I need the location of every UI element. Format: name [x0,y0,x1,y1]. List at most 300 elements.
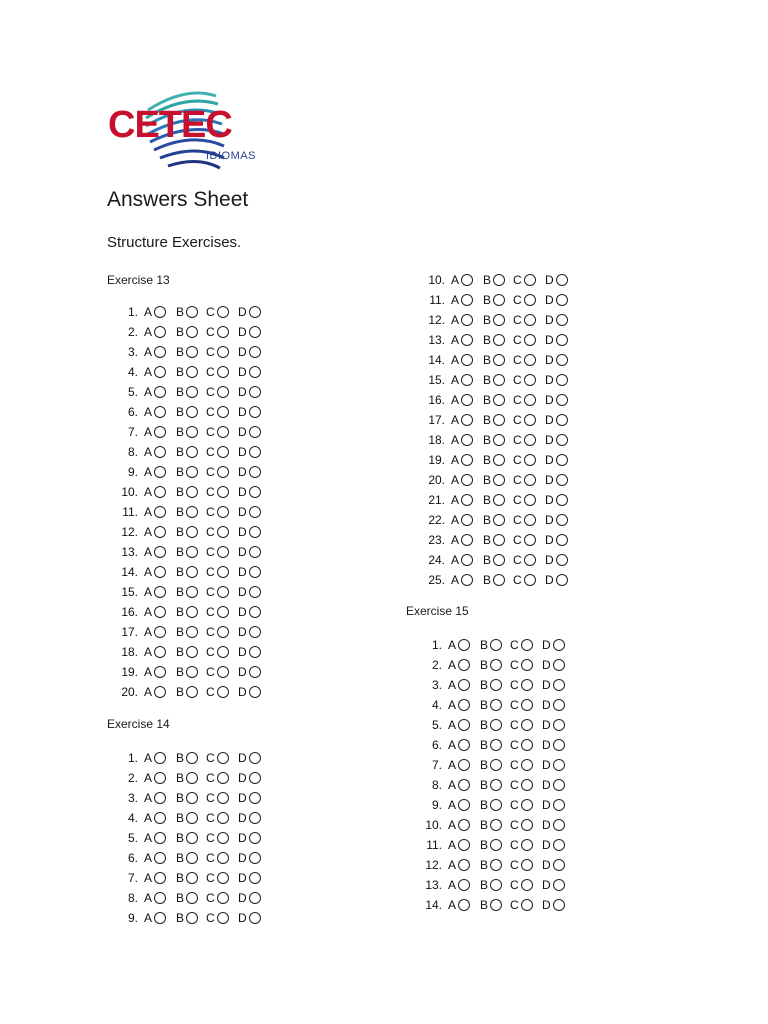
option-c[interactable] [206,808,229,828]
answer-bubble-icon[interactable] [461,554,473,566]
option-d[interactable] [238,542,261,562]
answer-bubble-icon[interactable] [458,739,470,751]
option-b[interactable] [176,422,198,442]
option-b[interactable] [176,662,198,682]
option-d[interactable] [545,370,568,390]
option-d[interactable] [545,510,568,530]
option-b[interactable] [176,342,198,362]
answer-bubble-icon[interactable] [217,772,229,784]
option-b[interactable] [483,430,505,450]
option-a[interactable] [451,270,473,290]
option-a[interactable] [448,755,470,775]
option-b[interactable] [483,470,505,490]
answer-bubble-icon[interactable] [186,912,198,924]
answer-bubble-icon[interactable] [553,819,565,831]
answer-bubble-icon[interactable] [521,699,533,711]
option-c[interactable] [510,735,533,755]
answer-bubble-icon[interactable] [186,666,198,678]
answer-bubble-icon[interactable] [186,346,198,358]
answer-bubble-icon[interactable] [186,506,198,518]
option-d[interactable] [238,562,261,582]
option-b[interactable] [480,895,502,915]
option-c[interactable] [513,290,536,310]
answer-bubble-icon[interactable] [186,426,198,438]
option-d[interactable] [542,775,565,795]
answer-bubble-icon[interactable] [249,326,261,338]
option-c[interactable] [510,795,533,815]
option-b[interactable] [480,755,502,775]
option-b[interactable] [176,542,198,562]
option-b[interactable] [480,675,502,695]
answer-bubble-icon[interactable] [217,686,229,698]
option-d[interactable] [238,302,261,322]
answer-bubble-icon[interactable] [461,314,473,326]
option-b[interactable] [480,715,502,735]
option-c[interactable] [206,542,229,562]
answer-bubble-icon[interactable] [249,892,261,904]
option-b[interactable] [483,370,505,390]
answer-bubble-icon[interactable] [186,406,198,418]
option-b[interactable] [483,530,505,550]
answer-bubble-icon[interactable] [186,626,198,638]
option-b[interactable] [176,562,198,582]
answer-bubble-icon[interactable] [553,899,565,911]
option-a[interactable] [144,502,166,522]
answer-bubble-icon[interactable] [217,792,229,804]
answer-bubble-icon[interactable] [493,394,505,406]
answer-bubble-icon[interactable] [521,899,533,911]
answer-bubble-icon[interactable] [458,679,470,691]
answer-bubble-icon[interactable] [154,526,166,538]
option-a[interactable] [144,808,166,828]
option-b[interactable] [176,402,198,422]
option-a[interactable] [144,748,166,768]
answer-bubble-icon[interactable] [490,639,502,651]
option-c[interactable] [513,270,536,290]
answer-bubble-icon[interactable] [249,406,261,418]
answer-bubble-icon[interactable] [154,626,166,638]
option-a[interactable] [144,462,166,482]
answer-bubble-icon[interactable] [461,294,473,306]
answer-bubble-icon[interactable] [556,454,568,466]
answer-bubble-icon[interactable] [249,566,261,578]
option-b[interactable] [480,735,502,755]
answer-bubble-icon[interactable] [490,679,502,691]
answer-bubble-icon[interactable] [217,426,229,438]
answer-bubble-icon[interactable] [217,566,229,578]
answer-bubble-icon[interactable] [524,514,536,526]
answer-bubble-icon[interactable] [154,666,166,678]
answer-bubble-icon[interactable] [556,274,568,286]
option-a[interactable] [451,430,473,450]
option-b[interactable] [176,442,198,462]
answer-bubble-icon[interactable] [458,699,470,711]
answer-bubble-icon[interactable] [249,646,261,658]
option-b[interactable] [483,350,505,370]
answer-bubble-icon[interactable] [553,739,565,751]
answer-bubble-icon[interactable] [524,574,536,586]
option-c[interactable] [206,848,229,868]
answer-bubble-icon[interactable] [556,494,568,506]
option-a[interactable] [448,695,470,715]
option-a[interactable] [448,675,470,695]
answer-bubble-icon[interactable] [154,506,166,518]
answer-bubble-icon[interactable] [249,506,261,518]
answer-bubble-icon[interactable] [556,574,568,586]
answer-bubble-icon[interactable] [493,294,505,306]
answer-bubble-icon[interactable] [461,454,473,466]
option-d[interactable] [545,330,568,350]
option-c[interactable] [510,675,533,695]
option-d[interactable] [542,835,565,855]
answer-bubble-icon[interactable] [186,792,198,804]
answer-bubble-icon[interactable] [521,859,533,871]
option-a[interactable] [144,848,166,868]
answer-bubble-icon[interactable] [521,879,533,891]
answer-bubble-icon[interactable] [186,546,198,558]
option-d[interactable] [238,622,261,642]
option-b[interactable] [483,570,505,590]
answer-bubble-icon[interactable] [249,626,261,638]
answer-bubble-icon[interactable] [493,454,505,466]
option-c[interactable] [513,530,536,550]
option-b[interactable] [483,390,505,410]
answer-bubble-icon[interactable] [154,426,166,438]
option-d[interactable] [238,482,261,502]
option-a[interactable] [451,330,473,350]
option-a[interactable] [451,450,473,470]
answer-bubble-icon[interactable] [493,474,505,486]
option-b[interactable] [480,635,502,655]
answer-bubble-icon[interactable] [490,739,502,751]
answer-bubble-icon[interactable] [249,772,261,784]
answer-bubble-icon[interactable] [186,752,198,764]
option-d[interactable] [238,422,261,442]
answer-bubble-icon[interactable] [154,406,166,418]
answer-bubble-icon[interactable] [553,639,565,651]
answer-bubble-icon[interactable] [458,719,470,731]
option-c[interactable] [206,482,229,502]
answer-bubble-icon[interactable] [556,434,568,446]
answer-bubble-icon[interactable] [186,812,198,824]
option-b[interactable] [483,410,505,430]
option-a[interactable] [448,715,470,735]
option-d[interactable] [238,502,261,522]
answer-bubble-icon[interactable] [154,606,166,618]
answer-bubble-icon[interactable] [249,872,261,884]
answer-bubble-icon[interactable] [524,494,536,506]
answer-bubble-icon[interactable] [490,779,502,791]
answer-bubble-icon[interactable] [461,514,473,526]
answer-bubble-icon[interactable] [461,494,473,506]
option-d[interactable] [238,682,261,702]
option-d[interactable] [545,550,568,570]
option-c[interactable] [513,330,536,350]
option-c[interactable] [206,422,229,442]
option-b[interactable] [176,362,198,382]
answer-bubble-icon[interactable] [154,852,166,864]
option-b[interactable] [483,270,505,290]
answer-bubble-icon[interactable] [249,386,261,398]
option-b[interactable] [480,815,502,835]
option-c[interactable] [206,662,229,682]
answer-bubble-icon[interactable] [217,872,229,884]
answer-bubble-icon[interactable] [490,759,502,771]
answer-bubble-icon[interactable] [524,274,536,286]
option-d[interactable] [545,290,568,310]
option-d[interactable] [238,362,261,382]
answer-bubble-icon[interactable] [249,446,261,458]
option-b[interactable] [480,775,502,795]
answer-bubble-icon[interactable] [217,912,229,924]
answer-bubble-icon[interactable] [461,434,473,446]
answer-bubble-icon[interactable] [217,406,229,418]
answer-bubble-icon[interactable] [490,819,502,831]
answer-bubble-icon[interactable] [461,394,473,406]
option-b[interactable] [176,748,198,768]
option-b[interactable] [480,655,502,675]
option-b[interactable] [176,848,198,868]
answer-bubble-icon[interactable] [186,566,198,578]
answer-bubble-icon[interactable] [490,899,502,911]
option-d[interactable] [238,868,261,888]
answer-bubble-icon[interactable] [556,534,568,546]
option-b[interactable] [483,510,505,530]
option-b[interactable] [480,835,502,855]
option-c[interactable] [206,908,229,928]
answer-bubble-icon[interactable] [154,686,166,698]
answer-bubble-icon[interactable] [461,414,473,426]
option-c[interactable] [206,462,229,482]
answer-bubble-icon[interactable] [154,912,166,924]
answer-bubble-icon[interactable] [217,832,229,844]
option-d[interactable] [238,322,261,342]
answer-bubble-icon[interactable] [154,646,166,658]
option-d[interactable] [545,490,568,510]
answer-bubble-icon[interactable] [217,306,229,318]
answer-bubble-icon[interactable] [521,659,533,671]
answer-bubble-icon[interactable] [490,879,502,891]
answer-bubble-icon[interactable] [186,872,198,884]
answer-bubble-icon[interactable] [186,306,198,318]
option-c[interactable] [206,582,229,602]
answer-bubble-icon[interactable] [217,386,229,398]
answer-bubble-icon[interactable] [217,486,229,498]
answer-bubble-icon[interactable] [524,474,536,486]
answer-bubble-icon[interactable] [217,626,229,638]
answer-bubble-icon[interactable] [493,514,505,526]
option-d[interactable] [238,442,261,462]
answer-bubble-icon[interactable] [556,374,568,386]
answer-bubble-icon[interactable] [521,779,533,791]
option-c[interactable] [513,390,536,410]
answer-bubble-icon[interactable] [493,574,505,586]
answer-bubble-icon[interactable] [521,799,533,811]
option-a[interactable] [144,768,166,788]
option-b[interactable] [480,875,502,895]
answer-bubble-icon[interactable] [154,832,166,844]
answer-bubble-icon[interactable] [553,799,565,811]
option-a[interactable] [448,815,470,835]
option-b[interactable] [483,550,505,570]
answer-bubble-icon[interactable] [553,699,565,711]
answer-bubble-icon[interactable] [524,354,536,366]
answer-bubble-icon[interactable] [249,792,261,804]
answer-bubble-icon[interactable] [217,666,229,678]
option-a[interactable] [144,682,166,702]
answer-bubble-icon[interactable] [521,739,533,751]
option-a[interactable] [448,775,470,795]
option-a[interactable] [144,582,166,602]
answer-bubble-icon[interactable] [524,394,536,406]
answer-bubble-icon[interactable] [249,812,261,824]
answer-bubble-icon[interactable] [154,792,166,804]
answer-bubble-icon[interactable] [217,366,229,378]
option-c[interactable] [206,602,229,622]
answer-bubble-icon[interactable] [553,679,565,691]
option-c[interactable] [206,788,229,808]
option-c[interactable] [510,655,533,675]
answer-bubble-icon[interactable] [556,514,568,526]
answer-bubble-icon[interactable] [154,346,166,358]
option-a[interactable] [144,362,166,382]
option-c[interactable] [206,748,229,768]
option-b[interactable] [176,322,198,342]
option-d[interactable] [545,450,568,470]
answer-bubble-icon[interactable] [461,474,473,486]
option-d[interactable] [238,462,261,482]
answer-bubble-icon[interactable] [186,486,198,498]
answer-bubble-icon[interactable] [186,772,198,784]
option-c[interactable] [513,450,536,470]
answer-bubble-icon[interactable] [556,554,568,566]
option-b[interactable] [176,642,198,662]
option-d[interactable] [238,522,261,542]
answer-bubble-icon[interactable] [490,839,502,851]
answer-bubble-icon[interactable] [521,759,533,771]
option-c[interactable] [513,470,536,490]
option-b[interactable] [483,310,505,330]
answer-bubble-icon[interactable] [154,872,166,884]
answer-bubble-icon[interactable] [154,586,166,598]
answer-bubble-icon[interactable] [217,446,229,458]
option-c[interactable] [513,350,536,370]
option-a[interactable] [448,835,470,855]
answer-bubble-icon[interactable] [461,354,473,366]
answer-bubble-icon[interactable] [249,586,261,598]
answer-bubble-icon[interactable] [217,326,229,338]
answer-bubble-icon[interactable] [458,859,470,871]
option-a[interactable] [144,402,166,422]
answer-bubble-icon[interactable] [524,314,536,326]
option-a[interactable] [451,530,473,550]
answer-bubble-icon[interactable] [249,912,261,924]
answer-bubble-icon[interactable] [521,719,533,731]
answer-bubble-icon[interactable] [493,414,505,426]
answer-bubble-icon[interactable] [524,534,536,546]
option-a[interactable] [144,382,166,402]
option-d[interactable] [238,768,261,788]
answer-bubble-icon[interactable] [461,574,473,586]
answer-bubble-icon[interactable] [556,294,568,306]
option-c[interactable] [510,755,533,775]
answer-bubble-icon[interactable] [154,446,166,458]
option-d[interactable] [545,530,568,550]
option-d[interactable] [542,815,565,835]
answer-bubble-icon[interactable] [490,799,502,811]
answer-bubble-icon[interactable] [186,646,198,658]
answer-bubble-icon[interactable] [217,586,229,598]
option-c[interactable] [510,635,533,655]
option-d[interactable] [238,402,261,422]
answer-bubble-icon[interactable] [458,899,470,911]
answer-bubble-icon[interactable] [461,334,473,346]
answer-bubble-icon[interactable] [186,586,198,598]
answer-bubble-icon[interactable] [249,546,261,558]
option-a[interactable] [448,655,470,675]
answer-bubble-icon[interactable] [524,454,536,466]
option-a[interactable] [451,390,473,410]
option-c[interactable] [510,835,533,855]
answer-bubble-icon[interactable] [524,414,536,426]
option-c[interactable] [206,402,229,422]
option-b[interactable] [176,828,198,848]
option-d[interactable] [238,808,261,828]
option-c[interactable] [206,682,229,702]
answer-bubble-icon[interactable] [524,334,536,346]
option-b[interactable] [176,908,198,928]
answer-bubble-icon[interactable] [490,659,502,671]
answer-bubble-icon[interactable] [249,486,261,498]
answer-bubble-icon[interactable] [553,879,565,891]
option-b[interactable] [176,462,198,482]
answer-bubble-icon[interactable] [249,366,261,378]
option-d[interactable] [542,755,565,775]
option-b[interactable] [480,695,502,715]
option-a[interactable] [451,550,473,570]
option-a[interactable] [144,342,166,362]
option-d[interactable] [542,655,565,675]
answer-bubble-icon[interactable] [493,274,505,286]
answer-bubble-icon[interactable] [556,354,568,366]
answer-bubble-icon[interactable] [458,799,470,811]
answer-bubble-icon[interactable] [458,759,470,771]
answer-bubble-icon[interactable] [186,326,198,338]
option-b[interactable] [176,868,198,888]
option-b[interactable] [176,502,198,522]
option-a[interactable] [144,788,166,808]
option-a[interactable] [448,795,470,815]
option-d[interactable] [238,342,261,362]
option-d[interactable] [542,695,565,715]
answer-bubble-icon[interactable] [553,839,565,851]
option-a[interactable] [448,735,470,755]
option-c[interactable] [206,342,229,362]
answer-bubble-icon[interactable] [249,466,261,478]
option-d[interactable] [238,788,261,808]
option-d[interactable] [542,795,565,815]
option-c[interactable] [206,362,229,382]
answer-bubble-icon[interactable] [493,334,505,346]
option-c[interactable] [206,522,229,542]
option-a[interactable] [144,322,166,342]
option-d[interactable] [545,350,568,370]
option-a[interactable] [144,422,166,442]
answer-bubble-icon[interactable] [249,666,261,678]
option-d[interactable] [542,855,565,875]
answer-bubble-icon[interactable] [249,832,261,844]
option-a[interactable] [448,635,470,655]
